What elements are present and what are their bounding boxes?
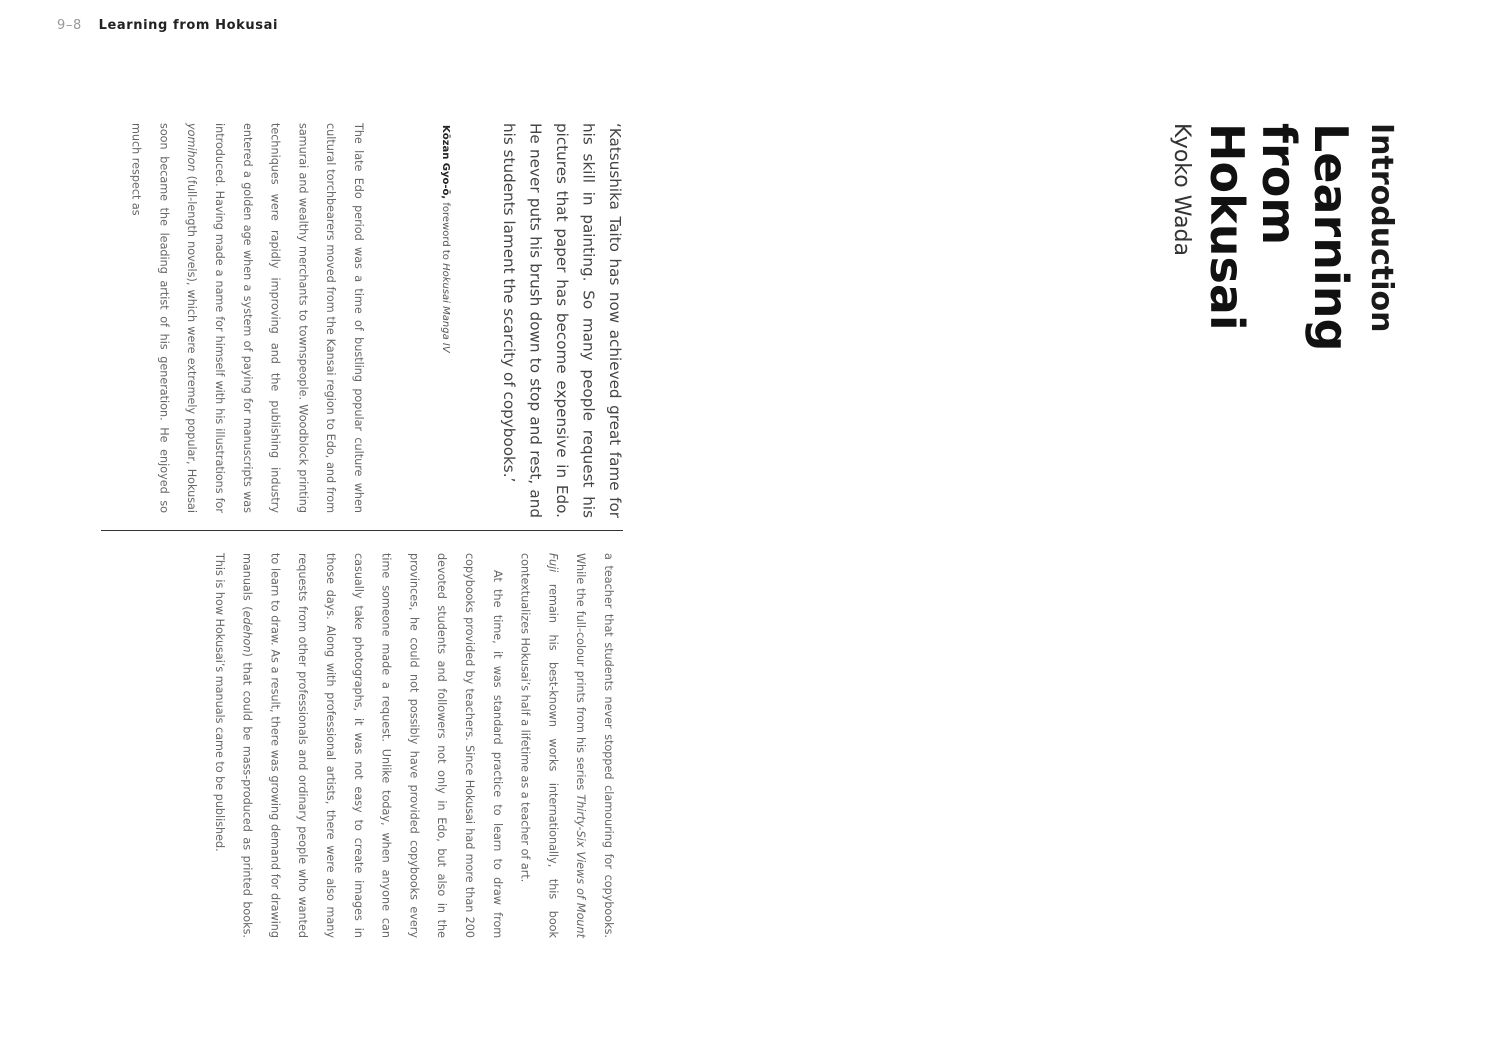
title-block — [1161, 123, 1405, 443]
body-text-run: ) that could be mass-produced as printed books. This is how Hokusai’s manuals came to be published. — [212, 553, 254, 938]
chapter-title — [1201, 123, 1357, 443]
chapter-title-line2: from Hokusai — [1200, 123, 1306, 331]
chapter-title-line1: Learning — [1304, 123, 1358, 352]
body-paragraph — [122, 123, 372, 513]
attribution-prefix: foreword to — [440, 202, 451, 260]
body-paragraph — [205, 553, 511, 938]
body-series-title: Thirty-Six Views of Mount Fuji — [546, 553, 588, 938]
body-term-yomihon: yomihon — [185, 123, 199, 172]
attribution-name: Kōzan Gyo-ō, — [440, 125, 451, 200]
body-text-run: At the time, it was standard practice to learn to draw from copybooks provided by teachers. Since Hokusai had more than 200 devoted students and followers not only in Edo, but also in the provinces, he could not possibly have provided copybooks every time someone made a request. Unlike today, when anyone can casually take photographs, it was not easy to create images in those days. Along with professional artists, there were also many requests from other professionals and ordinary people who wanted to learn to draw. As a result, there was growing demand for drawing manuals ( — [240, 553, 504, 938]
epigraph-quote: ‘Katsushika Taito has now achieved great fame for his skill in painting. So many people request his pictures that paper has become expensive in Edo. He never puts his brush down to stop and rest, and his students lament the scarcity of copybooks.’ — [500, 123, 624, 518]
body-column-2 — [100, 553, 622, 938]
running-head — [57, 18, 278, 33]
body-paragraph — [511, 553, 622, 938]
page-folio: 9–8 — [57, 18, 82, 33]
body-text-run: The late Edo period was a time of bustling popular culture when cultural torchbearers moved from the Kansai region to Edo, and from samurai and wealthy merchants to townspeople. Woodblock printing techniques were rapidly improving and the publishing industry entered a golden age when a system of paying for manuscripts was introduced. Having made a name for himself with his illustrations for — [213, 123, 365, 513]
body-term-edehon: edehon — [240, 610, 254, 653]
chapter-kicker: Introduction — [1364, 123, 1399, 333]
author-name: Kyoko Wada — [1169, 123, 1194, 256]
column-divider — [101, 530, 623, 531]
body-text-run: remain his best-known works internationally, this book contextualizes Hokusai’s half a lifetime as a teacher of art. — [518, 553, 560, 939]
epigraph-attribution — [434, 125, 454, 425]
body-text-run: (full-length novels), which were extremely popular, Hokusai soon became the leading artist of his generation. He enjoyed so much respect as — [129, 123, 199, 513]
running-head-title: Learning from Hokusai — [98, 18, 279, 33]
attribution-source: Hokusai Manga IV — [440, 263, 451, 353]
body-column-1 — [100, 123, 372, 513]
body-text-run: a teacher that students never stopped clamouring for copybooks. While the full-colour prints from his series — [574, 553, 615, 938]
